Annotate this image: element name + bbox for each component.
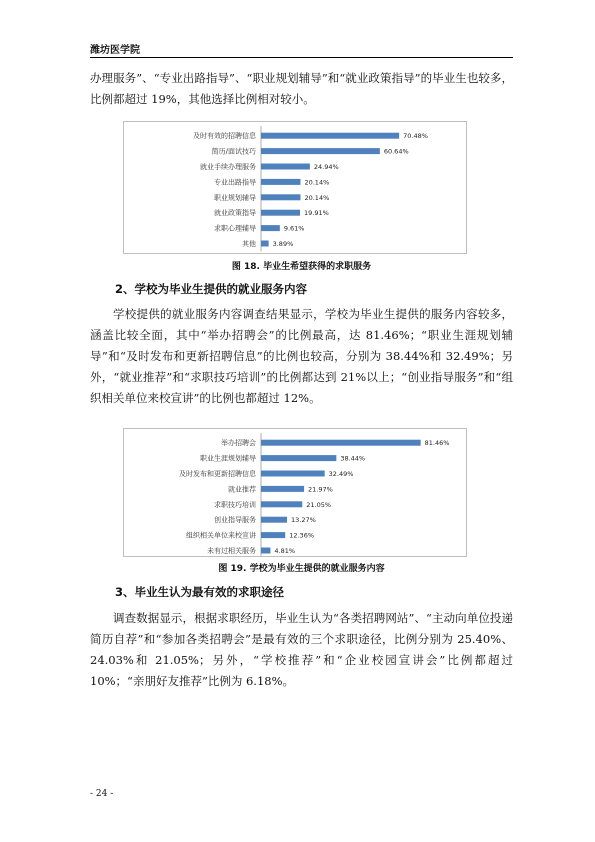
fig18-bar (261, 179, 300, 185)
fig18-category-label: 求职心理辅导 (214, 224, 256, 233)
fig19-category-label: 及时发布和更新招聘信息 (179, 470, 256, 478)
fig18-value-label: 70.48% (403, 132, 428, 141)
fig18-category-label: 就业政策指导 (214, 209, 256, 218)
fig19-category-label: 举办招聘会 (221, 439, 256, 448)
fig18-bar (261, 194, 300, 200)
fig18-category-label: 简历/面试技巧 (211, 147, 256, 156)
fig19-bar (261, 440, 421, 446)
figure-18-chart (123, 121, 467, 254)
fig19-category-label: 求职技巧培训 (214, 500, 256, 509)
fig19-bar (261, 501, 302, 507)
fig18-category-label: 及时有效的招聘信息 (193, 132, 256, 141)
fig19-bar (261, 471, 325, 477)
section-3-heading: 3、毕业生认为最有效的求职途径 (115, 585, 284, 599)
fig19-category-label: 职业生涯规划辅导 (200, 454, 256, 463)
paragraph-continued: 办理服务”、“专业出路指导”、“职业规划辅导”和“就业政策指导”的毕业生也较多，比例都超过 19%，其他选择比例相对较小。 (90, 71, 513, 106)
fig19-value-label: 4.81% (274, 547, 296, 555)
fig19-value-label: 38.44% (340, 454, 366, 463)
fig19-bar (261, 517, 287, 523)
fig19-value-label: 12.36% (289, 531, 315, 540)
fig19-value-label: 21.97% (308, 485, 333, 494)
paragraph-section-2: 学校提供的就业服务内容调查结果显示，学校为毕业生提供的服务内容较多，涵盖比较全面，其中“举办招聘会”的比例最高，达 81.46%；“职业生涯规划辅导”和“及时发布和更新招聘信息”的比例也较高，分别为 38.44%和 32.49%；另外，“就业推荐”和“求职技巧培训”的比例都达到 21%以上；“创业指导服务”和“组织相关单位来校宣讲”的比例也都超过 12%。 (90, 307, 513, 405)
fig18-category-label: 职业规划辅导 (214, 193, 256, 202)
fig18-value-label: 20.14% (304, 178, 330, 187)
figure-18-caption: 图 18. 毕业生希望获得的求职服务 (231, 262, 372, 272)
fig18-bar (261, 148, 380, 154)
figure-19-svg (124, 429, 466, 556)
fig18-bar (261, 225, 280, 231)
fig19-bar (261, 548, 270, 554)
fig18-value-label: 9.61% (283, 224, 305, 233)
section-2-heading: 2、学校为毕业生提供的就业服务内容 (115, 282, 307, 296)
figure-18-svg (124, 122, 466, 253)
fig19-bar (261, 455, 336, 461)
fig18-value-label: 3.89% (272, 240, 294, 248)
fig19-value-label: 13.27% (291, 516, 316, 525)
fig19-category-label: 创业指导服务 (214, 516, 256, 525)
fig19-bar (261, 532, 285, 538)
figure-19-chart (123, 428, 467, 557)
paragraph-section-3: 调查数据显示，根据求职经历，毕业生认为“各类招聘网站”、“主动向单位投递简历自荐”和“参加各类招聘会”是最有效的三个求职途径，比例分别为 25.40%、24.03%和 21.05%；另外，“学校推荐”和“企业校园宣讲会”比例都超过 10%；“亲朋好友推荐”比例为 6.18%。 (90, 611, 513, 688)
fig18-value-label: 19.91% (304, 209, 329, 218)
fig19-category-label: 组织相关单位来校宣讲 (186, 531, 256, 540)
fig18-bar (261, 241, 269, 247)
fig19-bar (261, 486, 304, 492)
fig18-category-label: 就业手续办理服务 (200, 163, 256, 171)
fig19-value-label: 32.49% (328, 470, 354, 478)
header-rule (90, 57, 513, 58)
figure-19-caption: 图 19. 学校为毕业生提供的就业服务内容 (218, 564, 385, 574)
fig19-category-label: 就业推荐 (228, 485, 256, 494)
fig18-bar (261, 133, 399, 139)
fig18-category-label: 专业出路指导 (214, 178, 256, 187)
fig19-value-label: 81.46% (424, 439, 450, 448)
fig18-value-label: 24.94% (313, 163, 339, 171)
fig18-value-label: 60.64% (383, 147, 409, 156)
fig19-category-label: 未有过相关服务 (207, 547, 256, 555)
page-number: - 24 - (90, 789, 114, 799)
running-header: 潍坊医学院 (90, 45, 140, 56)
fig18-bar (261, 210, 300, 216)
fig18-category-label: 其他 (242, 240, 256, 248)
fig18-bar (261, 164, 310, 170)
fig19-value-label: 21.05% (306, 500, 332, 509)
fig18-value-label: 20.14% (304, 193, 330, 202)
